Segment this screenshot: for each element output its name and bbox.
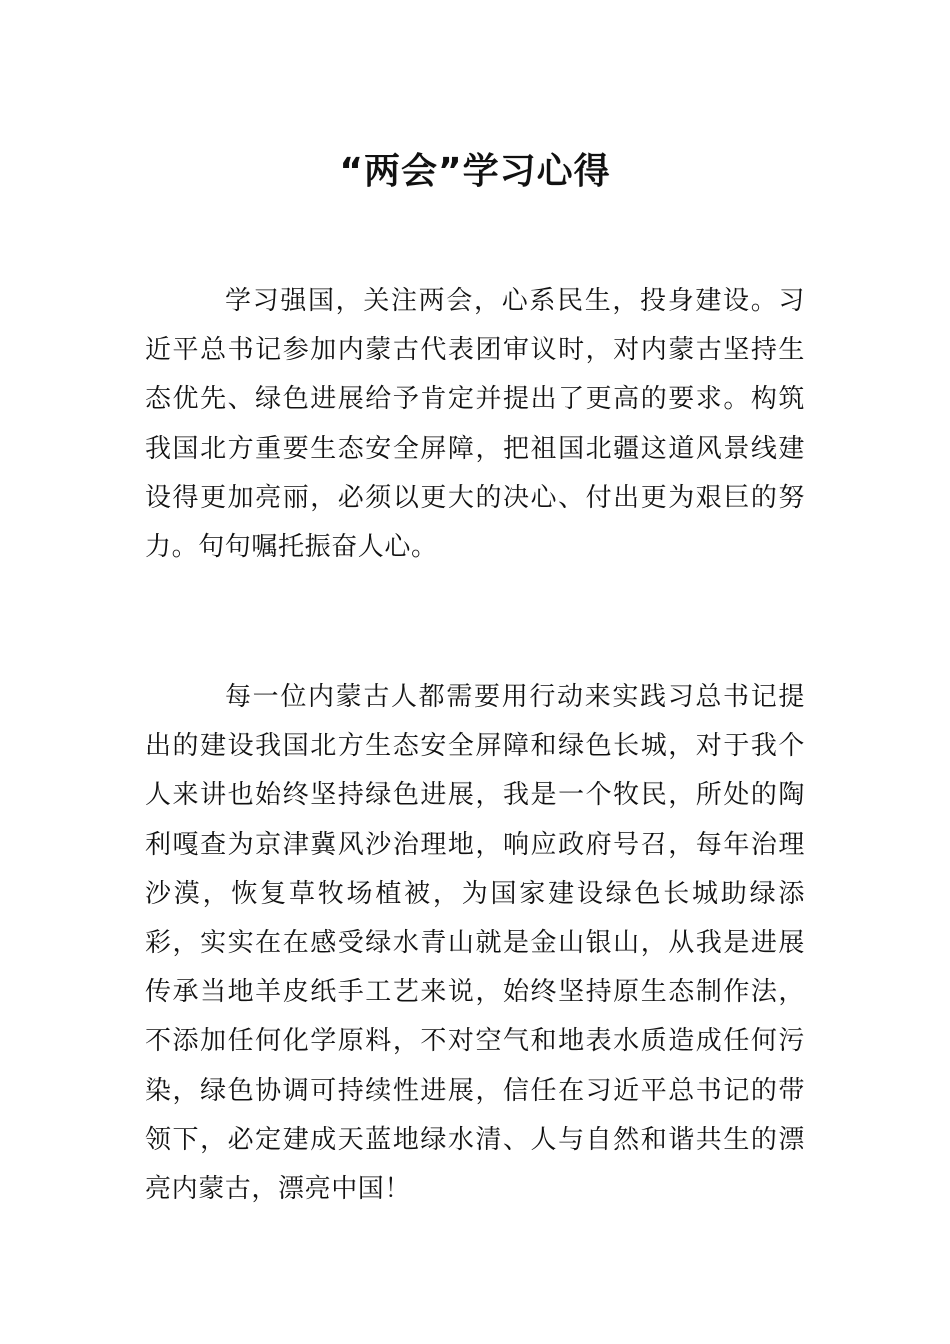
paragraph-2: 每一位内蒙古人都需要用行动来实践习总书记提出的建设我国北方生态安全屏障和绿色长城，对于我个人来讲也始终坚持绿色进展，我是一个牧民，所处的陶利嘎查为京津冀风沙治理地，响应政府号召，每年治理沙漠，恢复草牧场植被，为国家建设绿色长城助绿添彩，实实在在感受绿水青山就是金山银山，从我是进展传承当地羊皮纸手工艺来说，始终坚持原生态制作法，不添加任何化学原料，不对空气和地表水质造成任何污染，绿色协调可持续性进展，信任在习近平总书记的带领下，必定建成天蓝地绿水清、人与自然和谐共生的漂亮内蒙古，漂亮中国！ — [145, 682, 805, 1205]
paragraph-1: 学习强国，关注两会，心系民生，投身建设。习近平总书记参加内蒙古代表团审议时，对内蒙古坚持生态优先、绿色进展给予肯定并提出了更高的要求。构筑我国北方重要生态安全屏障，把祖国北疆这道风景线建设得更加亮丽，必须以更大的决心、付出更为艰巨的努力。句句嘱托振奋人心。 — [145, 286, 805, 563]
document-title: “两会”学习心得 — [339, 151, 611, 193]
